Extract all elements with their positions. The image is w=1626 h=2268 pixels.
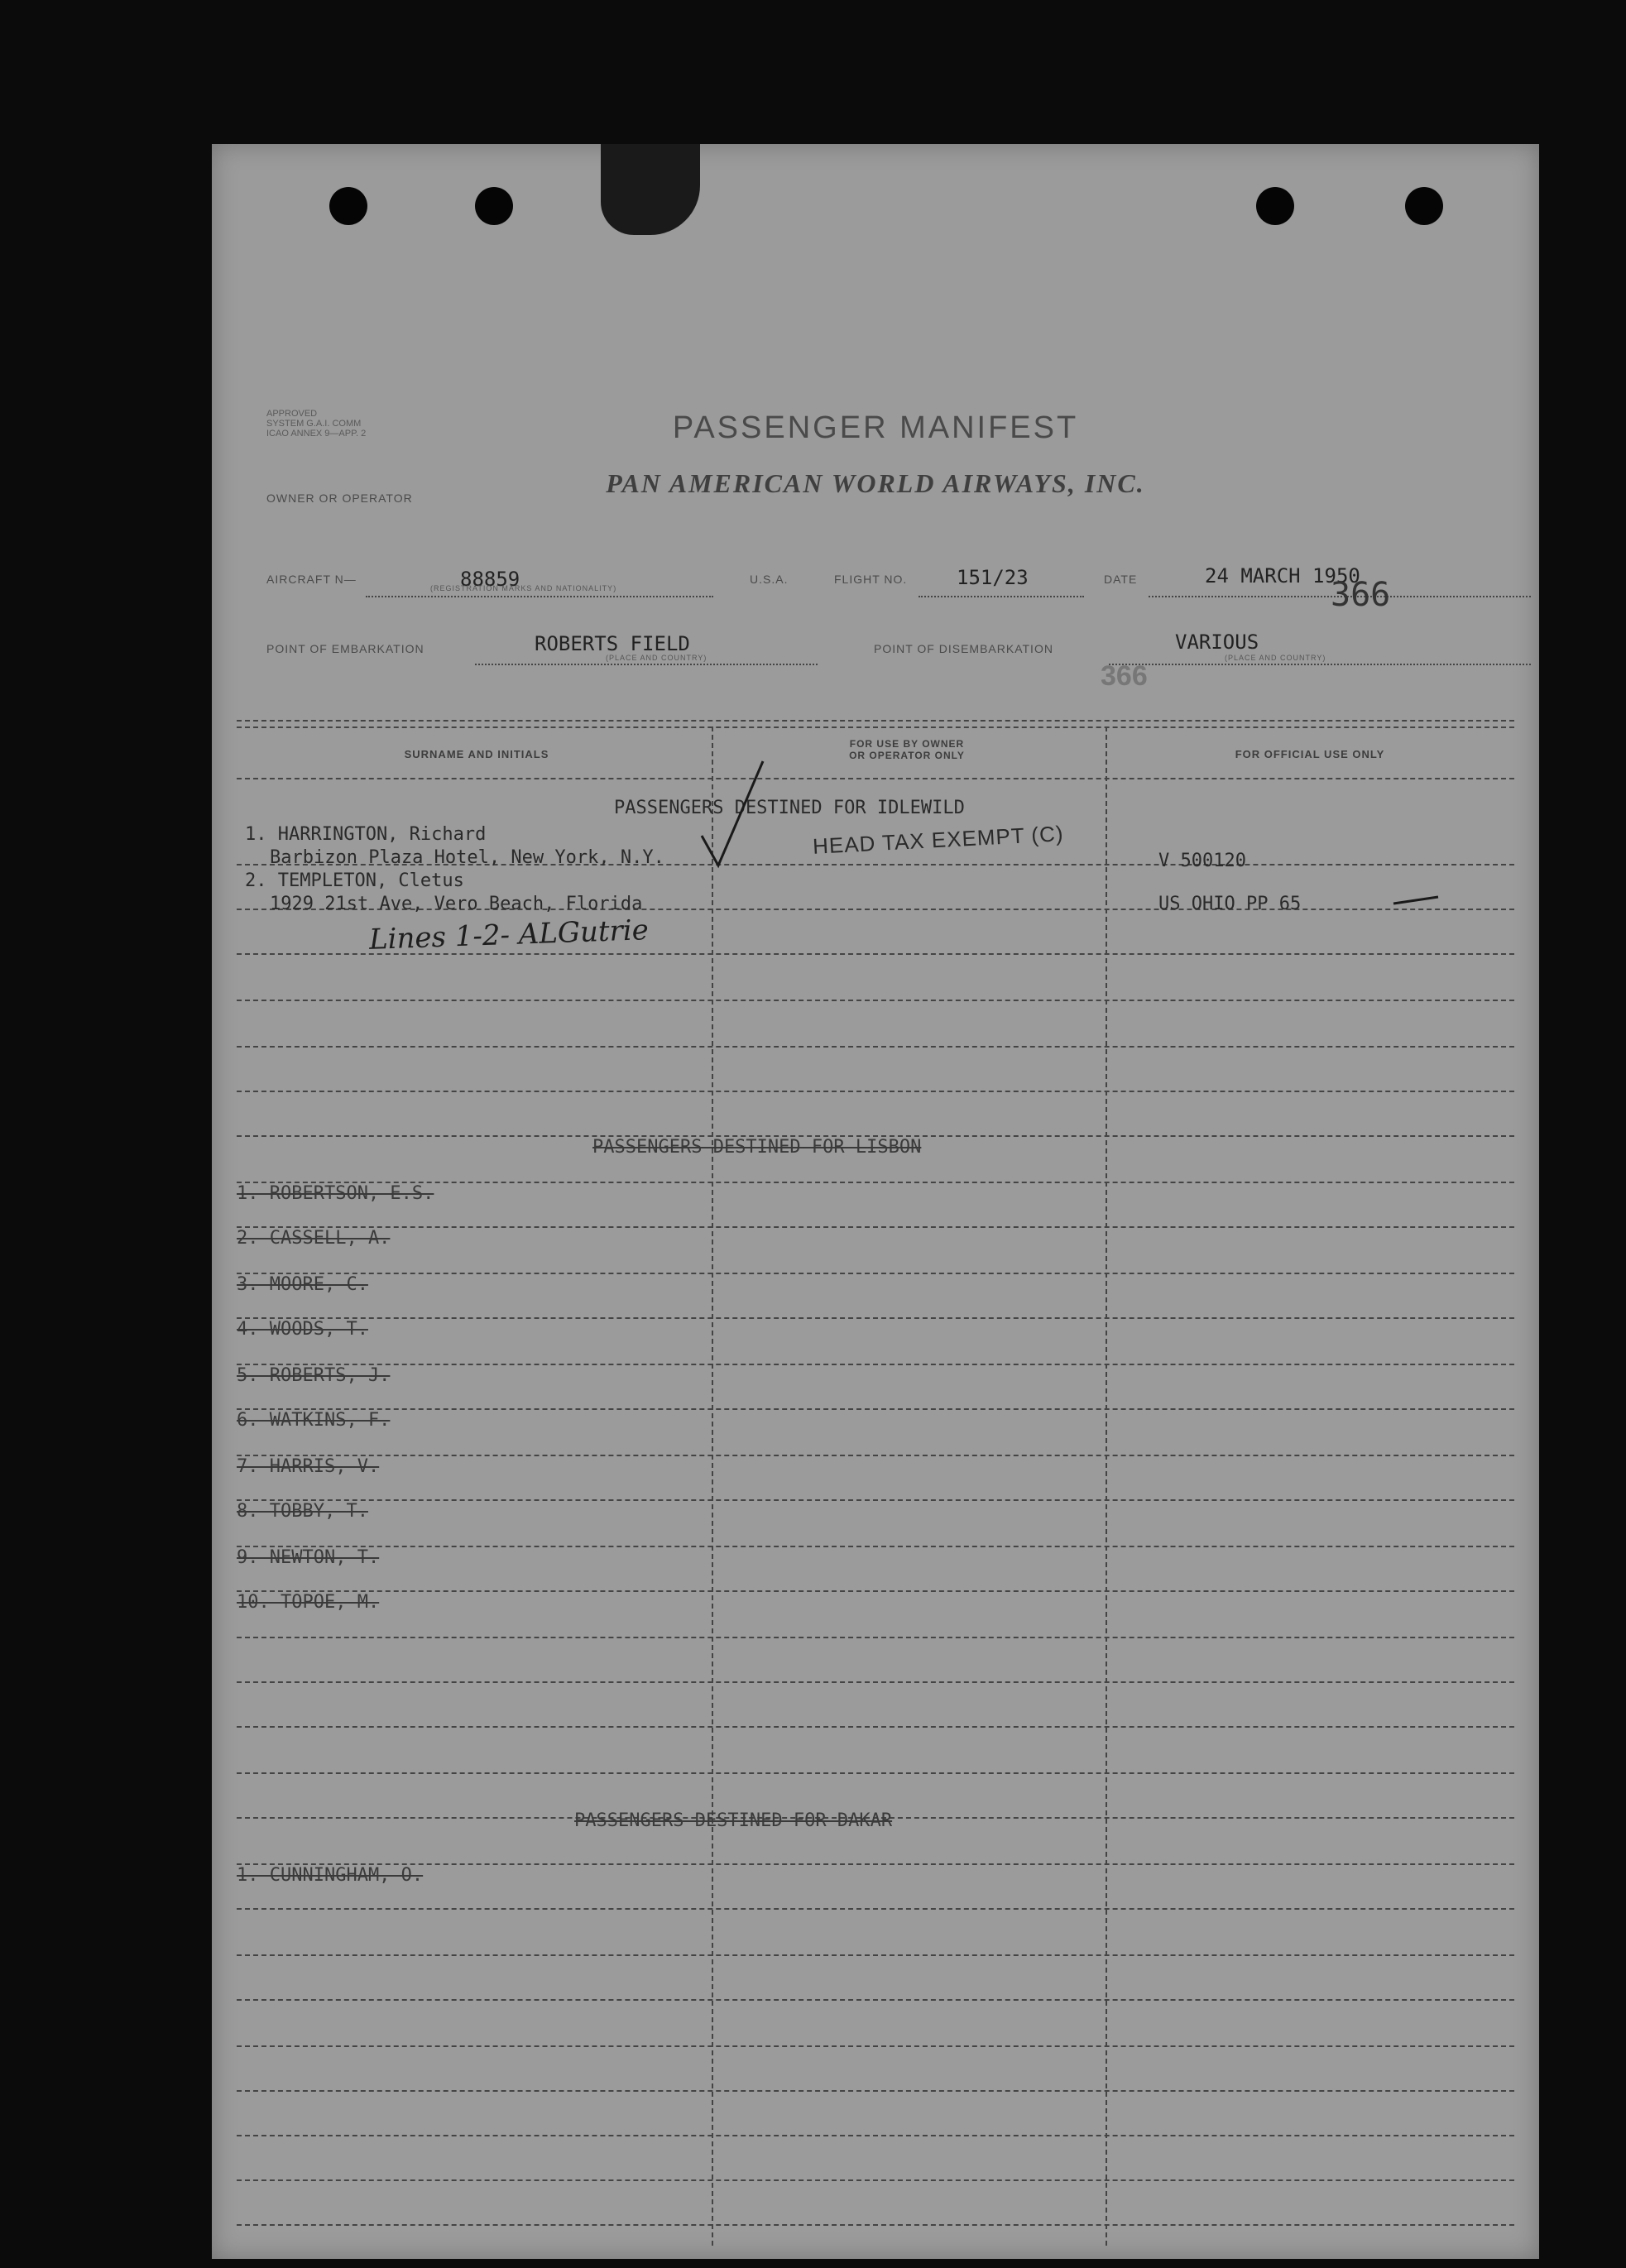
aircraft-line xyxy=(366,596,713,597)
punch-hole-3 xyxy=(1256,187,1294,225)
embark-value: ROBERTS FIELD xyxy=(535,632,690,655)
list-item: 2. CASSELL, A. xyxy=(237,1228,391,1249)
section-heading-idlewild: PASSENGERS DESTINED FOR IDLEWILD xyxy=(614,798,965,818)
list-item: 8. TOBBY, T. xyxy=(237,1501,368,1522)
date-value: 24 MARCH 1950 xyxy=(1205,564,1360,587)
check-mark-icon xyxy=(693,756,768,872)
passenger-1-address: Barbizon Plaza Hotel, New York, N.Y. xyxy=(270,847,664,868)
embark-label: POINT OF EMBARKATION xyxy=(266,642,424,655)
list-item: 10. TOPOE, M. xyxy=(237,1592,380,1613)
disembark-label: POINT OF DISEMBARKATION xyxy=(874,642,1053,655)
owner-label: OWNER OR OPERATOR xyxy=(266,491,413,505)
section-heading-dakar: PASSENGERS DESTINED FOR DAKAR xyxy=(574,1810,893,1831)
embark-line xyxy=(475,664,818,665)
disembark-sublabel: (PLACE AND COUNTRY) xyxy=(1225,654,1326,662)
handwritten-note: Lines 1-2- ALGutrie xyxy=(368,913,650,957)
aircraft-sublabel: (REGISTRATION MARKS AND NATIONALITY) xyxy=(430,584,617,592)
head-tax-stamp: HEAD TAX EXEMPT (C) xyxy=(812,821,1065,859)
passenger-2-name: 2. TEMPLETON, Cletus xyxy=(245,870,464,891)
header-bottom-rule xyxy=(237,778,1514,779)
column-header-owner-use: FOR USE BY OWNER OR OPERATOR ONLY xyxy=(849,738,965,761)
table-top-rule xyxy=(237,720,1514,722)
page-number-stamp: 366 xyxy=(1101,660,1148,692)
passenger-1-official: V 500120 xyxy=(1158,851,1246,871)
approval-note: APPROVED SYSTEM G.A.I. COMM ICAO ANNEX 9—APP. 2 xyxy=(266,409,367,439)
flight-value: 151/23 xyxy=(957,566,1029,589)
disembark-value: VARIOUS xyxy=(1175,631,1259,654)
passenger-1-name: 1. HARRINGTON, Richard xyxy=(245,824,487,845)
flight-label: FLIGHT NO. xyxy=(834,573,908,586)
list-item: 4. WOODS, T. xyxy=(237,1319,368,1340)
aircraft-label: AIRCRAFT N— xyxy=(266,573,357,586)
airline-name: PAN AMERICAN WORLD AIRWAYS, INC. xyxy=(606,468,1145,498)
list-item: 3. MOORE, C. xyxy=(237,1274,368,1295)
passenger-2-address: 1929 21st Ave, Vero Beach, Florida xyxy=(270,894,643,914)
list-item: 1. CUNNINGHAM, O. xyxy=(237,1865,424,1886)
passenger-2-official: US OHIO PP 65 xyxy=(1158,894,1302,914)
page-title: PASSENGER MANIFEST xyxy=(672,410,1079,445)
table-top-rule-2 xyxy=(237,726,1514,728)
embark-sublabel: (PLACE AND COUNTRY) xyxy=(606,654,707,662)
list-item: 5. ROBERTS, J. xyxy=(237,1365,391,1386)
paper-tear xyxy=(601,144,700,235)
list-item: 1. ROBERTSON, E.S. xyxy=(237,1183,434,1204)
list-item: 9. NEWTON, T. xyxy=(237,1547,380,1568)
punch-hole-1 xyxy=(329,187,367,225)
list-item: 6. WATKINS, F. xyxy=(237,1410,391,1431)
flight-line xyxy=(919,596,1084,597)
aircraft-value: 88859 xyxy=(460,568,520,591)
usa-label: U.S.A. xyxy=(750,573,789,586)
page-number: 366 xyxy=(1331,576,1391,614)
column-header-official-use: FOR OFFICIAL USE ONLY xyxy=(1235,748,1385,760)
disembark-line xyxy=(1109,664,1531,665)
column-header-surname: SURNAME AND INITIALS xyxy=(404,748,549,760)
manifest-sheet xyxy=(212,144,1539,2259)
date-label: DATE xyxy=(1104,573,1138,586)
dash-mark-icon xyxy=(1392,892,1441,909)
punch-hole-4 xyxy=(1405,187,1443,225)
list-item: 7. HARRIS, V. xyxy=(237,1456,380,1477)
section-heading-lisbon: PASSENGERS DESTINED FOR LISBON xyxy=(592,1137,922,1158)
punch-hole-2 xyxy=(475,187,513,225)
